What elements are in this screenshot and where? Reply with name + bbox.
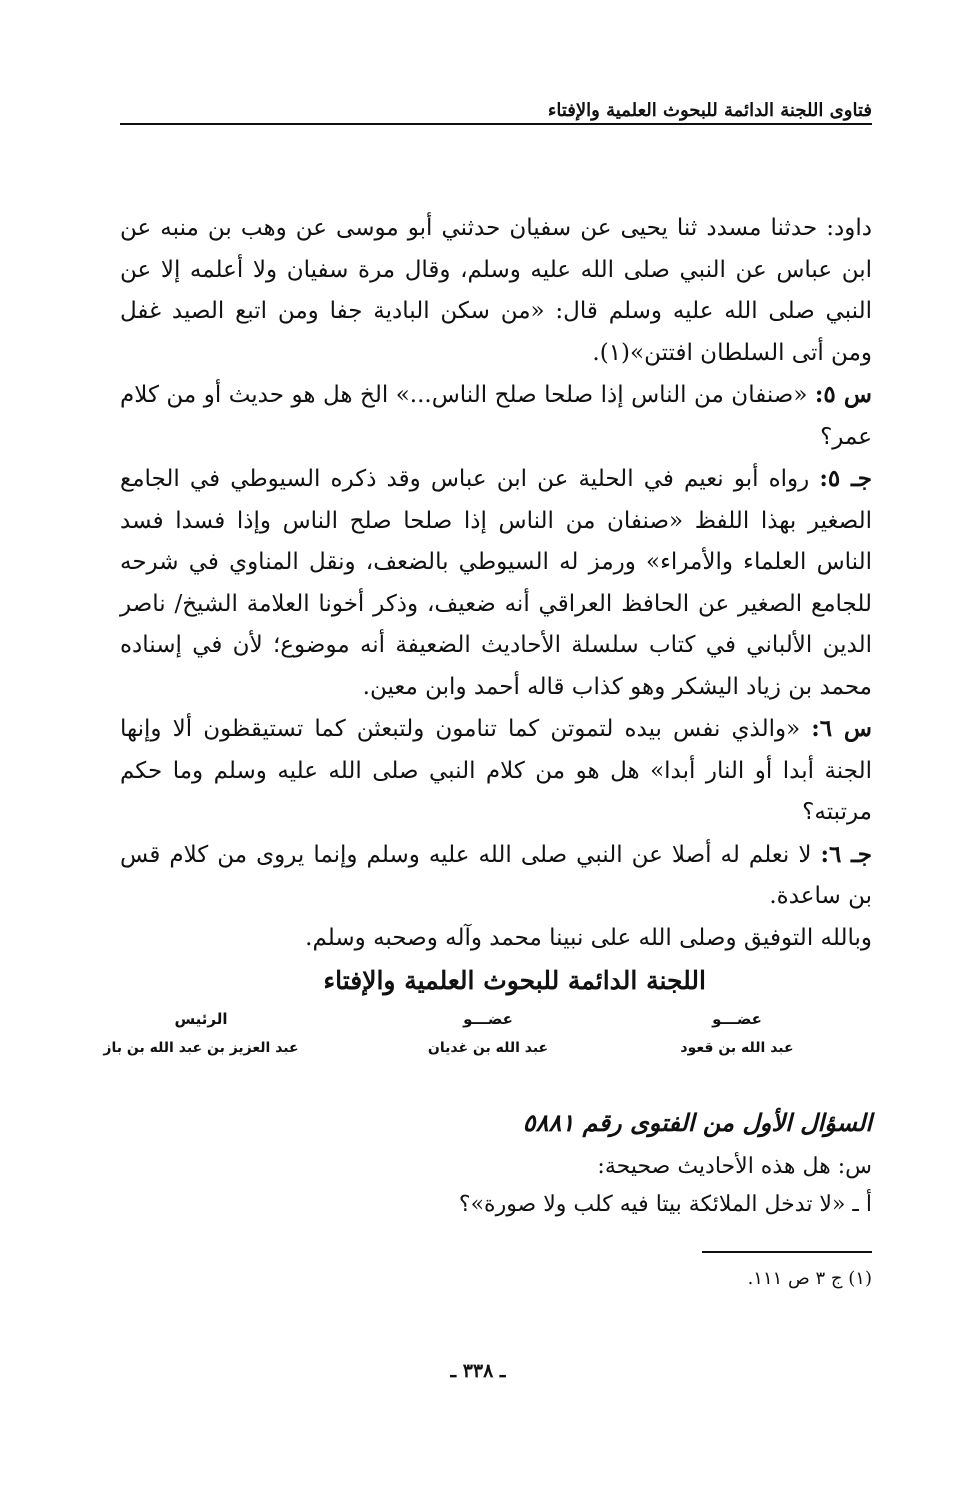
- question-6-text: «والذي نفس بيده لتموتن كما تنامون ولتبعثن كما تستيقظون ألا وإنها الجنة أبدا أو النار أبدا» هل هو من كلام النبي صلى الله عليه وسلم وما حكم مرتبته؟: [120, 716, 872, 825]
- answer-6-label: جـ ٦:: [820, 840, 872, 868]
- footnote: (١) ج ٣ ص ١١١.: [747, 1268, 872, 1289]
- body-text: [120, 208, 872, 959]
- question-5-text: «صنفان من الناس إذا صلحا صلح الناس...» الخ هل هو حديث أو من كلام عمر؟: [120, 382, 872, 450]
- signature-president: [96, 1010, 306, 1056]
- signature-name: عبد الله بن قعود: [680, 1040, 794, 1056]
- question-item-a: أ ـ «لا تدخل الملائكة بيتا فيه كلب ولا صورة»؟: [458, 1192, 872, 1217]
- next-question-block: [459, 1148, 872, 1224]
- signature-name: عبد الله بن غديان: [427, 1040, 549, 1056]
- signature-name: عبد العزيز بن عبد الله بن باز: [103, 1040, 299, 1056]
- answer-6: [120, 834, 872, 918]
- signature-role: الرئيس: [174, 1010, 228, 1028]
- question-intro: س: هل هذه الأحاديث صحيحة:: [597, 1154, 872, 1179]
- signature-role: عضـــو: [712, 1010, 762, 1028]
- running-title: فتاوى اللجنة الدائمة للبحوث العلمية والإفتاء: [544, 100, 872, 121]
- answer-5: [120, 458, 872, 708]
- closing-prayer: وبالله التوفيق وصلى الله على نبينا محمد وآله وصحبه وسلم.: [305, 924, 872, 951]
- signature-member-1: [662, 1010, 812, 1056]
- signature-role: عضـــو: [463, 1010, 513, 1028]
- answer-5-label: جـ ٥:: [819, 465, 872, 492]
- signatures: [103, 1010, 806, 1070]
- question-5: [120, 374, 872, 458]
- answer-6-text: لا نعلم له أصلا عن النبي صلى الله عليه وسلم وإنما يروى من كلام قس بن ساعدة.: [120, 841, 872, 909]
- question-5-label: س ٥:: [814, 381, 872, 408]
- footnote-rule: [702, 1251, 872, 1253]
- header-rule: [120, 123, 872, 125]
- signature-member-2: [408, 1010, 568, 1056]
- question-6-label: س ٦:: [811, 715, 873, 742]
- closing-block: [120, 918, 872, 960]
- running-header: [120, 100, 872, 130]
- fatwa-heading: السؤال الأول من الفتوى رقم ٥٨٨١: [522, 1108, 872, 1137]
- committee-title: اللجنة الدائمة للبحوث العلمية والإفتاء: [323, 966, 706, 995]
- question-6: [120, 708, 872, 834]
- page-number: ـ ٣٣٨ ـ: [450, 1360, 506, 1382]
- answer-5-text: رواه أبو نعيم في الحلية عن ابن عباس وقد ذكره السيوطي في الجامع الصغير بهذا اللفظ «صنفان من الناس إذا صلحا صلح الناس وإذا فسدا فسد الناس العلماء والأمراء» ورمز له السيوطي بالضعف، ونقل المناوي في شرحه للجامع الصغير عن الحافظ العراقي أنه ضعيف، وذكر أخونا العلامة الشيخ/ ناصر الدين الألباني في كتاب سلسلة الأحاديث الضعيفة أنه موضوع؛ لأن في إسناده محمد بن زياد اليشكر وهو كذاب قاله أحمد وابن معين.: [120, 466, 872, 700]
- paragraph-hadith-chain: داود: حدثنا مسدد ثنا يحيى عن سفيان حدثني أبو موسى عن وهب بن منبه عن ابن عباس عن النبي صلى الله عليه وسلم، وقال مرة سفيان ولا أعلمه إلا عن النبي صلى الله عليه وسلم قال: «من سكن البادية جفا ومن اتبع الصيد غفل ومن أتى السلطان افتتن»(١).: [120, 215, 872, 366]
